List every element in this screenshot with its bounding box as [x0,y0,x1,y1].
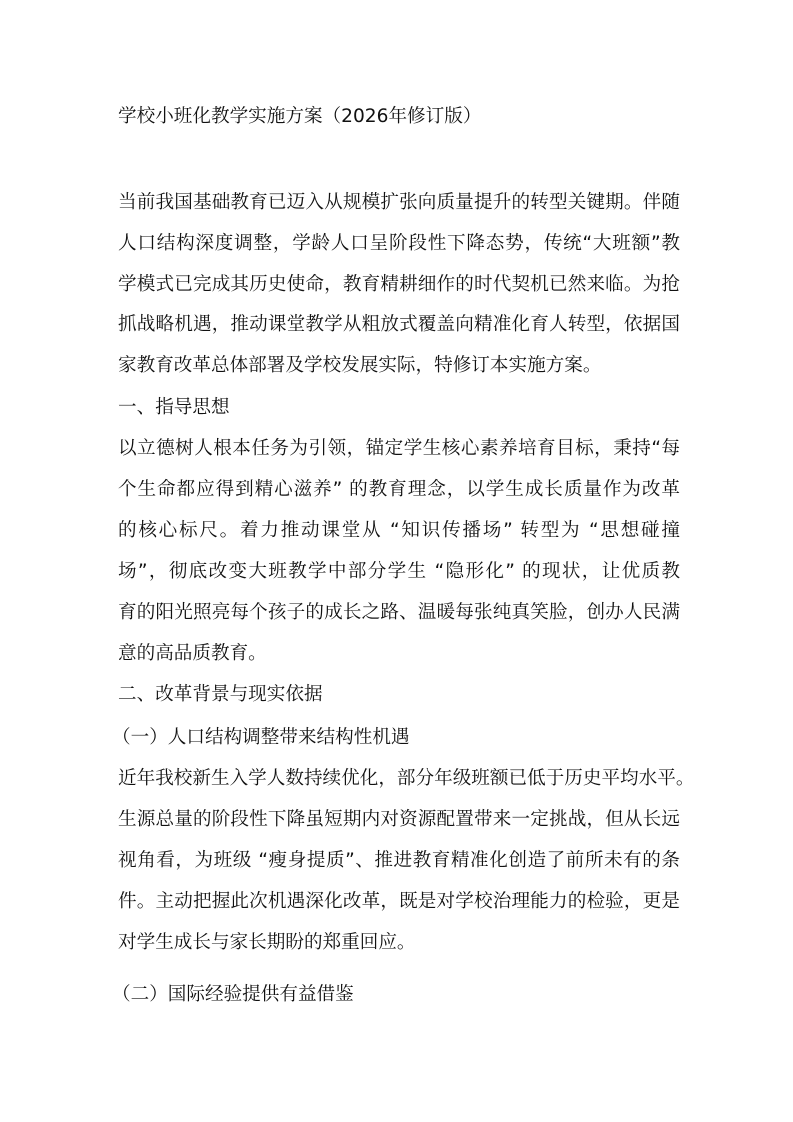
paragraph-line: 生源总量的阶段性下降虽短期内对资源配置带来一定挑战，但从长远 [118,809,680,830]
paragraph-line: 个生命都应得到精心滋养” 的教育理念，以学生成长质量作为改革 [118,479,680,500]
section-heading: 一、指导思想 [118,397,230,418]
subsection-heading: （一）人口结构调整带来结构性机遇 [112,727,410,748]
paragraph-line: 对学生成长与家长期盼的郑重回应。 [118,932,416,953]
paragraph-line: 视角看，为班级 “瘦身提质”、推进教育精准化创造了前所未有的条 [118,850,680,871]
document-title: 学校小班化教学实施方案（2026年修订版） [118,106,482,127]
paragraph-line: 近年我校新生入学人数持续优化，部分年级班额已低于历史平均水平。 [118,768,695,789]
paragraph-line: 育的阳光照亮每个孩子的成长之路、温暖每张纯真笑脸，创办人民满 [118,602,680,623]
paragraph-line: 件。主动把握此次机遇深化改革，既是对学校治理能力的检验，更是 [118,891,680,912]
subsection-heading: （二）国际经验提供有益借鉴 [112,984,354,1005]
paragraph-line: 家教育改革总体部署及学校发展实际，特修订本实施方案。 [118,355,602,376]
paragraph-line: 意的高品质教育。 [118,643,267,664]
section-heading: 二、改革背景与现实依据 [118,684,323,705]
paragraph-line: 场”，彻底改变大班教学中部分学生 “隐形化” 的现状，让优质教 [118,561,680,582]
paragraph-line: 的核心标尺。着力推动课堂从 “知识传播场” 转型为 “思想碰撞 [118,520,680,541]
paragraph-line: 以立德树人根本任务为引领，锚定学生核心素养培育目标，秉持“每 [118,438,680,459]
paragraph-line: 人口结构深度调整，学龄人口呈阶段性下降态势，传统“大班额”教 [118,233,680,254]
paragraph-line: 学模式已完成其历史使命，教育精耕细作的时代契机已然来临。为抢 [118,274,680,295]
paragraph-line: 抓战略机遇，推动课堂教学从粗放式覆盖向精准化育人转型，依据国 [118,314,680,335]
paragraph-line: 当前我国基础教育已迈入从规模扩张向质量提升的转型关键期。伴随 [118,192,680,213]
